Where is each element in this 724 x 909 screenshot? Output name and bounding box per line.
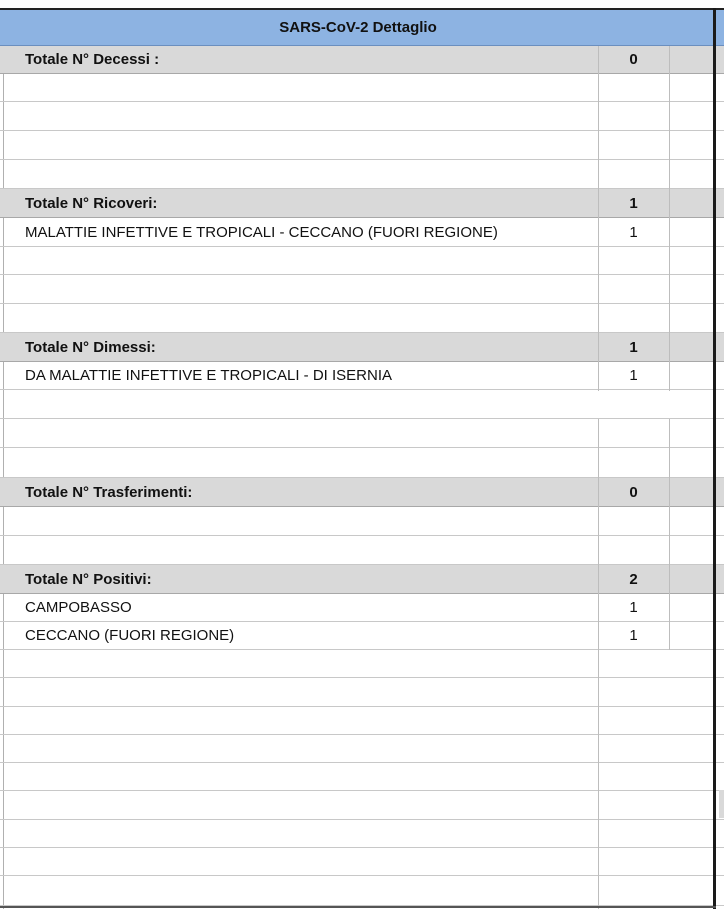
total-value: 2	[629, 570, 638, 588]
detail-label: DA MALATTIE INFETTIVE E TROPICALI - DI ISERNIA	[25, 367, 393, 384]
detail-label: MALATTIE INFETTIVE E TROPICALI - CECCANO (FUORI REGIONE)	[25, 223, 498, 241]
detail-row[interactable]	[0, 362, 724, 390]
empty-row[interactable]	[0, 707, 724, 735]
total-row-positivi[interactable]	[0, 565, 724, 594]
total-label: Totale N° Decessi :	[25, 51, 160, 68]
total-row-decessi[interactable]	[0, 46, 724, 74]
empty-row[interactable]	[0, 102, 724, 131]
detail-label: CECCANO (FUORI REGIONE)	[25, 627, 235, 644]
bottom-border	[0, 906, 716, 908]
total-value: 1	[629, 338, 638, 356]
column-gridline	[598, 46, 599, 391]
column-gridline	[669, 46, 670, 391]
detail-row[interactable]	[0, 594, 724, 622]
empty-row[interactable]	[0, 791, 724, 820]
empty-row[interactable]	[0, 763, 724, 791]
total-row-dimessi[interactable]	[0, 333, 724, 362]
column-gridline	[598, 419, 599, 909]
empty-row[interactable]	[0, 848, 724, 876]
empty-row[interactable]	[0, 536, 724, 565]
detail-value: 1	[629, 627, 638, 644]
total-row-trasferimenti[interactable]	[0, 478, 724, 507]
empty-row[interactable]	[0, 820, 724, 848]
empty-row[interactable]	[0, 735, 724, 763]
detail-value: 1	[629, 367, 638, 384]
total-value: 0	[629, 51, 638, 68]
detail-value: 1	[629, 599, 638, 616]
empty-row[interactable]	[0, 74, 724, 102]
empty-row[interactable]	[0, 160, 724, 189]
empty-row[interactable]	[0, 131, 724, 160]
sheet-title: SARS-CoV-2 Dettaglio	[279, 19, 437, 36]
total-row-ricoveri[interactable]	[0, 189, 724, 218]
detail-row[interactable]	[0, 622, 724, 650]
column-gridline	[669, 419, 670, 650]
detail-label: CAMPOBASSO	[25, 599, 132, 616]
total-label: Totale N° Dimessi:	[25, 338, 156, 356]
empty-row[interactable]	[0, 650, 724, 678]
total-label: Totale N° Ricoveri:	[25, 194, 158, 212]
total-label: Totale N° Trasferimenti:	[25, 483, 193, 501]
empty-row[interactable]	[0, 419, 724, 448]
total-value: 1	[629, 194, 638, 212]
empty-row[interactable]	[0, 507, 724, 536]
empty-row[interactable]	[0, 876, 724, 906]
empty-row[interactable]	[0, 304, 724, 333]
empty-row[interactable]	[0, 275, 724, 304]
header-row	[0, 8, 724, 46]
edge-fragment	[719, 790, 724, 818]
empty-row[interactable]	[0, 247, 724, 275]
empty-row[interactable]	[0, 448, 724, 478]
total-value: 0	[629, 483, 638, 501]
detail-row[interactable]	[0, 218, 724, 247]
empty-row[interactable]	[0, 678, 724, 707]
empty-row[interactable]	[0, 390, 724, 419]
right-border	[713, 8, 716, 909]
detail-value: 1	[629, 223, 638, 241]
total-label: Totale N° Positivi:	[25, 570, 152, 588]
